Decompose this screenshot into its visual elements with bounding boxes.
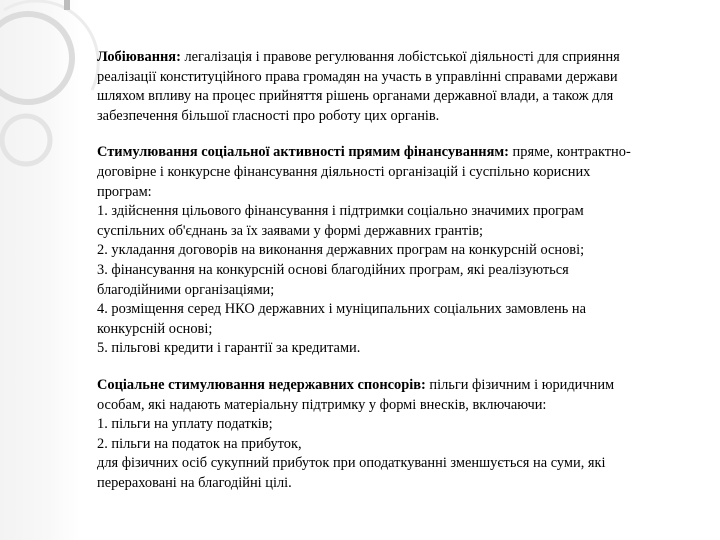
text-line: для фізичних осіб сукупний прибуток при оподаткуванні зменшується на суми, які — [97, 455, 606, 472]
text-line: суспільних об'єднань за їх заявами у формі державних грантів; — [97, 222, 484, 239]
paragraph-sponsor-incentives — [97, 376, 687, 494]
paragraph-heading: Соціальне стимулювання недержавних спонсорів: — [97, 376, 426, 393]
ring-large — [0, 14, 72, 102]
text-line: реалізації конституційного права громадян на участь в управлінні справами держави — [97, 68, 618, 85]
list-item: 3. фінансування на конкурсній основі благодійних програм, які реалізуються — [97, 261, 569, 278]
text-line: шляхом впливу на процес прийняття рішень органами державної влади, а також для — [97, 88, 614, 105]
text-line: договірне і конкурсне фінансування діяльності організацій і суспільно корисних — [97, 163, 591, 180]
text-line: конкурсній основі; — [97, 320, 213, 337]
corner-tick — [64, 0, 70, 10]
paragraph-heading: Лобіювання: — [97, 49, 181, 65]
text-line: програм: — [97, 183, 152, 200]
text-line: пряме, контрактно- — [508, 144, 631, 161]
list-item: 1. здійснення цільового фінансування і підтримки соціально значимих програм — [97, 203, 584, 220]
paragraph-direct-financing — [97, 143, 687, 359]
document-body — [97, 48, 687, 510]
paragraph-first-line — [97, 143, 687, 163]
text-line: пільги фізичним і юридичним — [425, 376, 615, 393]
list-item: 4. розміщення серед НКО державних і муніципальних соціальних замовлень на — [97, 301, 586, 318]
paragraph-heading: Стимулювання соціальної активності прямим фінансуванням: — [97, 144, 509, 161]
ring-small — [2, 116, 50, 164]
list-item: 2. пільги на податок на прибуток, — [97, 435, 302, 452]
text-line: перераховані на благодійні цілі. — [97, 474, 292, 491]
text-line: забезпечення більшої гласності про роботу цих органів. — [97, 107, 440, 124]
text-line: благодійними організаціями; — [97, 281, 275, 298]
list-item: 5. пільгові кредити і гарантії за кредитами. — [97, 340, 361, 357]
list-item: 2. укладання договорів на виконання державних програм на конкурсній основі; — [97, 242, 585, 259]
paragraph-lobbying — [97, 48, 687, 126]
paragraph-first-line — [97, 376, 687, 396]
text-line: особам, які надають матеріальну підтримку у формі внесків, включаючи: — [97, 396, 547, 413]
paragraph-first-line — [97, 48, 687, 68]
text-line: легалізація і правове регулювання лобістської діяльності для сприяння — [180, 49, 620, 65]
list-item: 1. пільги на уплату податків; — [97, 416, 273, 433]
